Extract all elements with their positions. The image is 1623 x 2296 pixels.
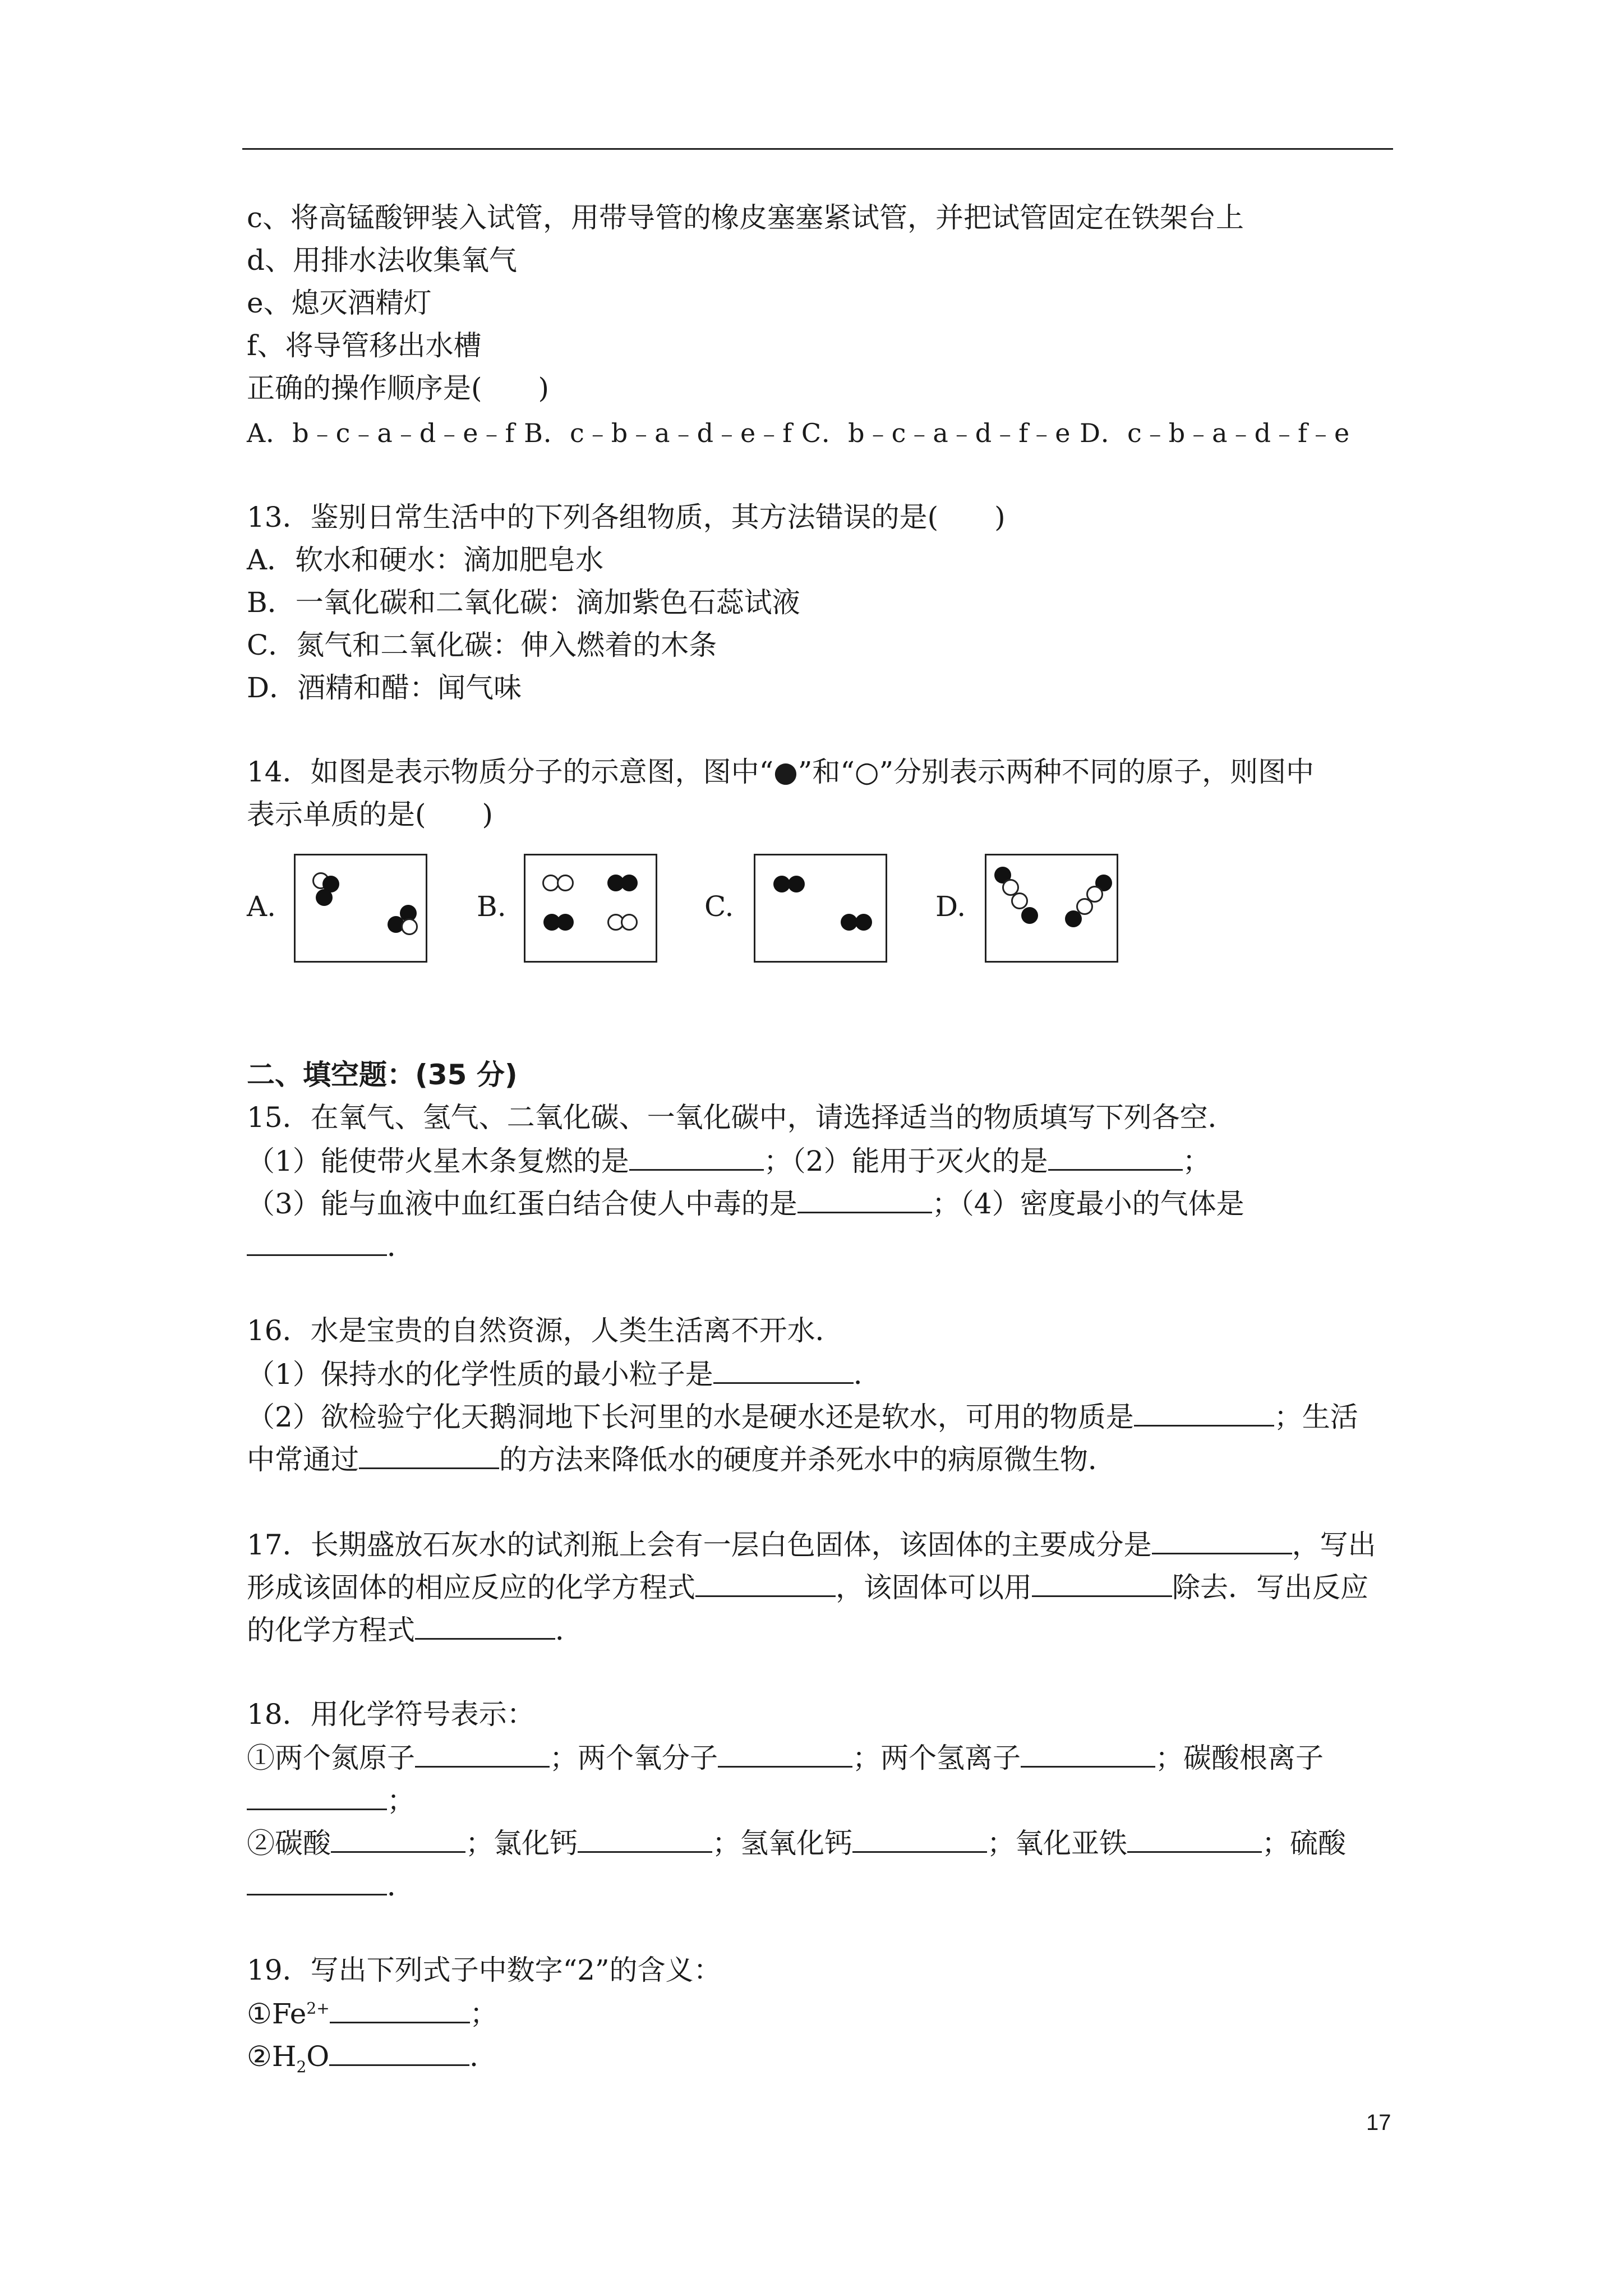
answer-blank[interactable] [415, 1739, 550, 1768]
q13-option-a: A．软水和硬水：滴加肥皂水 [247, 544, 604, 576]
answer-blank[interactable] [1048, 1142, 1183, 1171]
q13-option-d: D．酒精和醋：闻气味 [247, 671, 522, 704]
answer-blank[interactable] [1021, 1739, 1155, 1768]
answer-blank[interactable] [247, 1867, 387, 1895]
answer-blank[interactable] [852, 1824, 987, 1853]
q18-row2: ； [247, 1782, 415, 1819]
answer-blank[interactable] [247, 1782, 387, 1810]
answer-blank[interactable] [797, 1185, 932, 1213]
q14-figure-b [524, 854, 657, 963]
q17-line2: 形成该固体的相应反应的化学方程式 ，该固体可以用 除去．写出反应 [247, 1568, 1368, 1605]
q12-step-e: e、熄灭酒精灯 [247, 287, 432, 319]
answer-blank[interactable] [330, 1995, 470, 2023]
answer-blank[interactable] [415, 1611, 555, 1640]
section-2-heading: 二、填空题：(35 分) [247, 1059, 518, 1091]
q18-row3: ②碳酸 ；氯化钙 ；氢氧化钙 ；氧化亚铁 ；硫酸 [247, 1824, 1346, 1861]
q17-line3: 的化学方程式 ． [247, 1611, 583, 1648]
black-atom [621, 875, 638, 891]
q19-item1: $①Fe^{2+}$ ； [247, 1995, 498, 2032]
q12-ask: 正确的操作顺序是( ) [247, 372, 550, 404]
q14-label-b: B. [477, 890, 506, 923]
q15-stem: 15．在氧气、氢气、二氧化碳、一氧化碳中，请选择适当的物质填写下列各空． [247, 1101, 1236, 1134]
q18-row1: ①两个氮原子 ；两个氧分子 ；两个氢离子 ；碳酸根离子 [247, 1739, 1324, 1776]
white-atom [557, 875, 574, 891]
header-rule [242, 148, 1393, 150]
white-atom [401, 918, 418, 935]
q19-stem: 19．写出下列式子中数字“2”的含义： [247, 1954, 722, 1986]
black-atom [1021, 907, 1038, 924]
q13-option-b: B．一氧化碳和二氧化碳：滴加紫色石蕊试液 [247, 586, 800, 619]
answer-blank[interactable] [578, 1824, 712, 1853]
answer-blank[interactable] [1032, 1568, 1172, 1597]
q14-label-a: A. [247, 890, 276, 923]
answer-blank[interactable] [629, 1142, 764, 1171]
q17-line1: 17．长期盛放石灰水的试剂瓶上会有一层白色固体，该固体的主要成分是 ，写出 [247, 1526, 1376, 1563]
q18-stem: 18．用化学符号表示： [247, 1698, 535, 1731]
answer-blank[interactable] [1134, 1398, 1274, 1427]
q12-step-d: d、用排水法收集氧气 [247, 244, 518, 277]
q16-line3: 中常通过 的方法来降低水的硬度并杀死水中的病原微生物． [247, 1441, 1116, 1478]
black-atom [557, 914, 574, 931]
answer-blank[interactable] [359, 1441, 499, 1469]
q16-line1: （1）保持水的化学性质的最小粒子是 ． [247, 1355, 882, 1392]
q14-figure-d [985, 854, 1118, 963]
page-number: 17 [1366, 2110, 1391, 2135]
answer-blank[interactable] [329, 2037, 469, 2066]
black-atom [1065, 910, 1082, 927]
q15-line1: （1）能使带火星木条复燃的是 ；（2）能用于灭火的是 ； [247, 1142, 1211, 1179]
q14-label-c: C. [704, 890, 734, 923]
answer-blank[interactable] [695, 1568, 836, 1597]
q16-stem: 16．水是宝贵的自然资源，人类生活离不开水． [247, 1314, 843, 1347]
q12-step-c: c、将高锰酸钾装入试管，用带导管的橡皮塞塞紧试管，并把试管固定在铁架台上 [247, 201, 1244, 234]
q14-label-d: D. [935, 890, 966, 923]
black-atom [855, 914, 872, 931]
q14-stem-line1: 14．如图是表示物质分子的示意图，图中“●”和“○”分别表示两种不同的原子，则图中 [247, 756, 1315, 788]
answer-blank[interactable] [713, 1355, 854, 1384]
white-atom [621, 914, 638, 931]
answer-blank[interactable] [247, 1227, 387, 1256]
answer-blank[interactable] [718, 1739, 852, 1768]
q16-line2: （2）欲检验宁化天鹅洞地下长河里的水是硬水还是软水，可用的物质是 ；生活 [247, 1398, 1358, 1435]
q19-item2: $②H_2O$ ． [247, 2037, 497, 2074]
black-atom [316, 889, 333, 906]
q15-line3: ． [247, 1227, 415, 1264]
answer-blank[interactable] [331, 1824, 465, 1853]
q14-stem-line2: 表示单质的是( ) [247, 798, 494, 831]
q13-option-c: C．氮气和二氧化碳：伸入燃着的木条 [247, 629, 717, 661]
q12-step-f: f、将导管移出水槽 [247, 329, 482, 362]
q13-stem: 13．鉴别日常生活中的下列各组物质，其方法错误的是( ) [247, 501, 1006, 533]
q18-row4: ． [247, 1867, 415, 1904]
q15-line2: （3）能与血液中血红蛋白结合使人中毒的是 ；（4）密度最小的气体是 [247, 1185, 1244, 1222]
q14-figure-a [294, 854, 427, 963]
q14-figure-c [754, 854, 887, 963]
white-atom [1011, 892, 1028, 909]
q12-options: A．b﹣c﹣a﹣d﹣e﹣f B．c﹣b﹣a﹣d﹣e﹣f C．b﹣c﹣a﹣d﹣f﹣e D．c﹣b﹣a﹣d﹣f﹣e [247, 418, 1350, 448]
answer-blank[interactable] [1127, 1824, 1262, 1853]
black-atom [788, 876, 805, 892]
answer-blank[interactable] [1152, 1526, 1292, 1554]
